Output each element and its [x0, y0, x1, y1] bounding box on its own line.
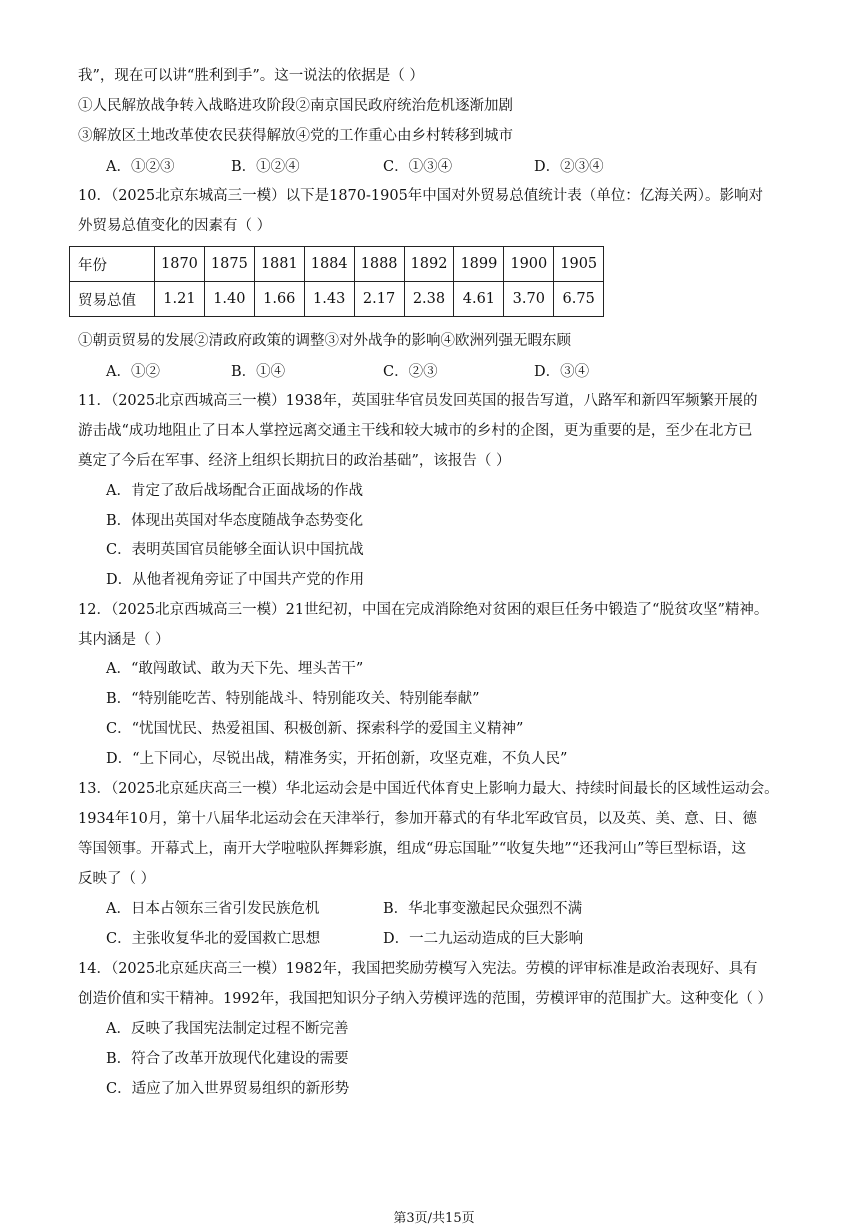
- table-cell: 1.43: [304, 282, 354, 317]
- q14-option-c[interactable]: C．适应了加入世界贸易组织的新形势: [106, 1081, 350, 1097]
- table-cell: 6.75: [554, 282, 604, 317]
- q9-option-b[interactable]: B．①②④: [231, 159, 300, 175]
- q12-option-b[interactable]: B．“特别能吃苦、特别能战斗、特别能攻关、特别能奉献”: [106, 691, 480, 707]
- table-cell: 1875: [204, 247, 254, 282]
- table-cell: 3.70: [504, 282, 554, 317]
- table-cell: 1905: [554, 247, 604, 282]
- q11-line1: 11．（2025北京西城高三一模）1938年，英国驻华官员发回英国的报告写道，八路军和新四军频繁开展的: [78, 393, 758, 409]
- table-cell: 1884: [304, 247, 354, 282]
- q11-option-d[interactable]: D．从他者视角旁证了中国共产党的作用: [106, 572, 365, 588]
- q12-line1: 12．（2025北京西城高三一模）21世纪初，中国在完成消除绝对贫困的艰巨任务中锻造了“脱贫攻坚”精神。: [78, 602, 769, 618]
- q14-option-a[interactable]: A．反映了我国宪法制定过程不断完善: [106, 1021, 349, 1037]
- q9-line1: 我”，现在可以讲“胜利到手”。这一说法的依据是（ ）: [78, 68, 424, 84]
- table-cell: 1.66: [254, 282, 304, 317]
- q13-line1: 13．（2025北京延庆高三一模）华北运动会是中国近代体育史上影响力最大、持续时间最长的区域性运动会。: [78, 781, 779, 797]
- q13-option-a[interactable]: A．日本占领东三省引发民族危机: [106, 901, 320, 917]
- q13-option-d[interactable]: D．一二九运动造成的巨大影响: [383, 931, 584, 947]
- table-header-value: 贸易总值: [70, 282, 155, 317]
- table-cell: 1888: [354, 247, 404, 282]
- table-cell: 1892: [404, 247, 454, 282]
- q11-option-b[interactable]: B．体现出英国对华态度随战争态势变化: [106, 513, 364, 529]
- table-cell: 1900: [504, 247, 554, 282]
- q13-line4: 反映了（ ）: [78, 871, 156, 887]
- q14-line1: 14．（2025北京延庆高三一模）1982年，我国把奖励劳模写入宪法。劳模的评审标准是政治表现好、具有: [78, 961, 758, 977]
- q14-line2: 创造价值和实干精神。1992年，我国把知识分子纳入劳模评选的范围，劳模评审的范围扩大。这种变化（ ）: [78, 991, 773, 1007]
- table-cell: 4.61: [454, 282, 504, 317]
- q10-line3: ①朝贡贸易的发展②清政府政策的调整③对外战争的影响④欧洲列强无暇东顾: [78, 333, 571, 349]
- q9-option-a[interactable]: A．①②③: [106, 159, 175, 175]
- q11-line2: 游击战“成功地阻止了日本人掌控远离交通主干线和较大城市的乡村的企图，更为重要的是，至少在北方已: [78, 423, 753, 439]
- table-cell: 1881: [254, 247, 304, 282]
- q10-line1: 10．（2025北京东城高三一模）以下是1870-1905年中国对外贸易总值统计表（单位：亿海关两）。影响对: [78, 188, 764, 204]
- table-header-year: 年份: [70, 247, 155, 282]
- q10-option-b[interactable]: B．①④: [231, 364, 286, 380]
- q9-line3: ③解放区土地改革使农民获得解放④党的工作重心由乡村转移到城市: [78, 128, 513, 144]
- table-cell: 1870: [155, 247, 205, 282]
- q11-option-c[interactable]: C．表明英国官员能够全面认识中国抗战: [106, 542, 364, 558]
- q13-line3: 等国领事。开幕式上，南开大学啦啦队挥舞彩旗，组成“毋忘国耻”“收复失地”“还我河山”等巨型标语，这: [78, 841, 746, 857]
- q13-line2: 1934年10月，第十八届华北运动会在天津举行，参加开幕式的有华北军政官员，以及英、美、意、日、德: [78, 811, 757, 827]
- q9-option-c[interactable]: C．①③④: [383, 159, 453, 175]
- q14-option-b[interactable]: B．符合了改革开放现代化建设的需要: [106, 1051, 349, 1067]
- q10-option-c[interactable]: C．②③: [383, 364, 438, 380]
- q12-option-d[interactable]: D．“上下同心，尽锐出战，精准务实，开拓创新，攻坚克难，不负人民”: [106, 751, 568, 767]
- table-cell: 1899: [454, 247, 504, 282]
- q9-option-d[interactable]: D．②③④: [534, 159, 604, 175]
- table-cell: 2.38: [404, 282, 454, 317]
- table-row: [70, 282, 604, 317]
- q13-option-b[interactable]: B．华北事变激起民众强烈不满: [383, 901, 583, 917]
- trade-table: [69, 246, 604, 317]
- q10-line2: 外贸易总值变化的因素有（ ）: [78, 218, 272, 234]
- page-number: 第3页/共15页: [393, 1211, 475, 1226]
- q11-option-a[interactable]: A．肯定了敌后战场配合正面战场的作战: [106, 483, 363, 499]
- q12-line2: 其内涵是（ ）: [78, 632, 170, 648]
- q10-option-d[interactable]: D．③④: [534, 364, 590, 380]
- table-cell: 1.21: [155, 282, 205, 317]
- table-cell: 1.40: [204, 282, 254, 317]
- q12-option-a[interactable]: A．“敢闯敢试、敢为天下先、埋头苦干”: [106, 661, 364, 677]
- q13-option-c[interactable]: C．主张收复华北的爱国救亡思想: [106, 931, 321, 947]
- table-cell: 2.17: [354, 282, 404, 317]
- q12-option-c[interactable]: C．“忧国忧民、热爱祖国、积极创新、探索科学的爱国主义精神”: [106, 721, 524, 737]
- q10-option-a[interactable]: A．①②: [106, 364, 160, 380]
- q9-line2: ①人民解放战争转入战略进攻阶段②南京国民政府统治危机逐渐加剧: [78, 98, 513, 114]
- table-row: [70, 247, 604, 282]
- q11-line3: 奠定了今后在军事、经济上组织长期抗日的政治基础”，该报告（ ）: [78, 453, 511, 469]
